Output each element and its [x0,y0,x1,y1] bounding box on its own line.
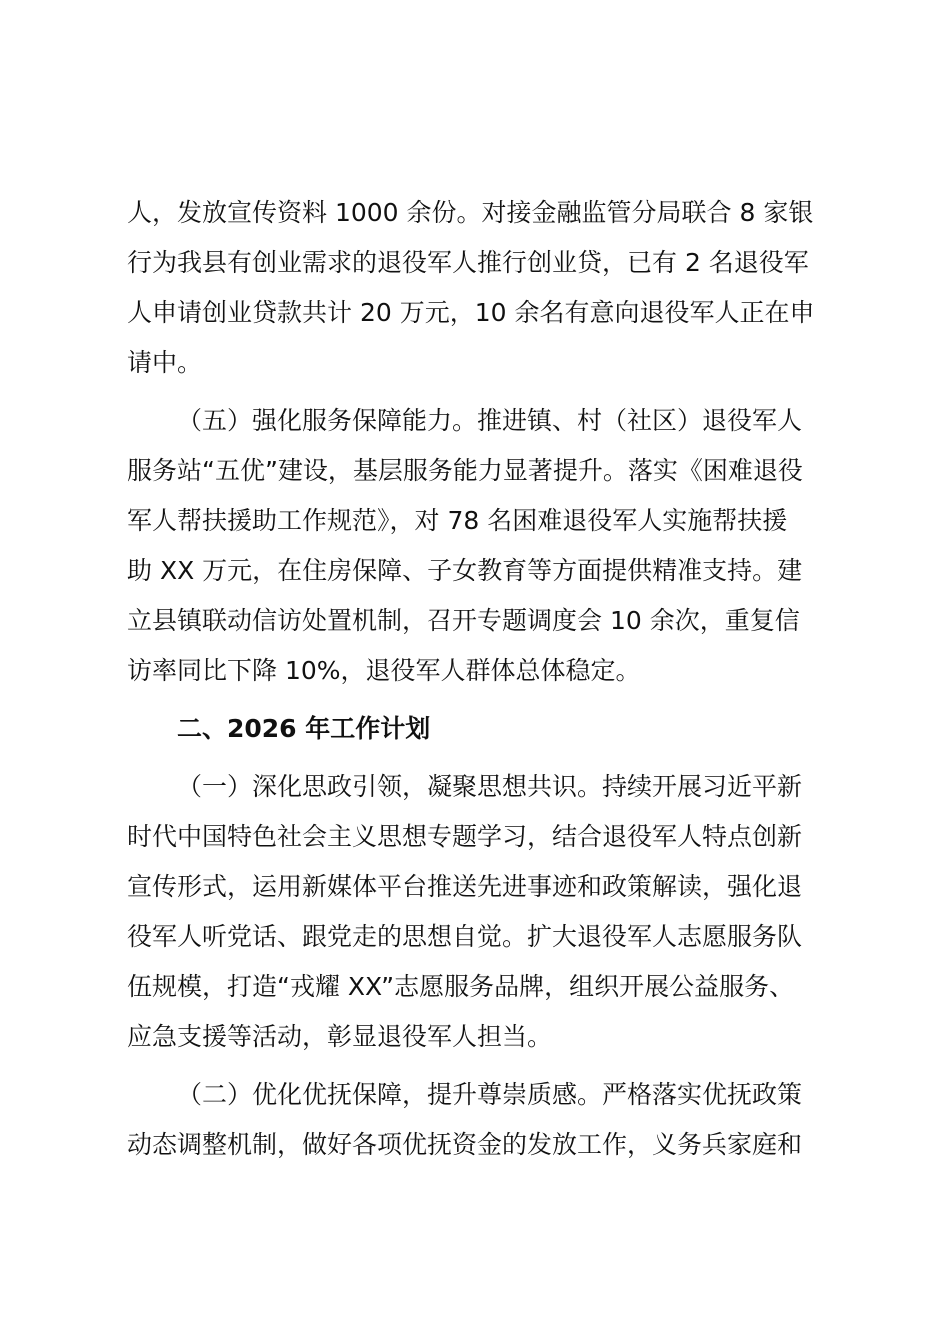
paragraph-line: 行为我县有创业需求的退役军人推行创业贷，已有 2 名退役军 [127,248,809,277]
paragraph-line: 役军人听党话、跟党走的思想自觉。扩大退役军人志愿服务队 [127,922,803,951]
paragraph-line: 军人帮扶援助工作规范》，对 78 名困难退役军人实施帮扶援 [127,506,788,535]
paragraph-line: （二）优化优抚保障，提升尊崇质感。严格落实优抚政策 [177,1080,803,1109]
paragraph-line: 宣传形式，运用新媒体平台推送先进事迹和政策解读，强化退 [127,872,803,901]
paragraph-line: 访率同比下降 10%，退役军人群体总体稳定。 [127,656,641,685]
paragraph-line: 动态调整机制，做好各项优抚资金的发放工作，义务兵家庭和 [127,1130,803,1159]
paragraph-line: （五）强化服务保障能力。推进镇、村（社区）退役军人 [177,406,803,435]
paragraph-line: 请中。 [127,348,203,377]
paragraph-line: 时代中国特色社会主义思想专题学习，结合退役军人特点创新 [127,822,803,851]
paragraph-line: 服务站“五优”建设，基层服务能力显著提升。落实《困难退役 [127,456,803,485]
paragraph-line: 人，发放宣传资料 1000 余份。对接金融监管分局联合 8 家银 [127,198,814,227]
paragraph-line: （一）深化思政引领，凝聚思想共识。持续开展习近平新 [177,772,803,801]
paragraph-line: 人申请创业贷款共计 20 万元，10 余名有意向退役军人正在申 [127,298,815,327]
section-heading: 二、2026 年工作计划 [177,714,431,743]
paragraph-line: 立县镇联动信访处置机制，召开专题调度会 10 余次，重复信 [127,606,800,635]
paragraph-line: 伍规模，打造“戎耀 XX”志愿服务品牌，组织开展公益服务、 [127,972,795,1001]
paragraph-line: 助 XX 万元，在住房保障、子女教育等方面提供精准支持。建 [127,556,803,585]
paragraph-line: 应急支援等活动，彰显退役军人担当。 [127,1022,553,1051]
